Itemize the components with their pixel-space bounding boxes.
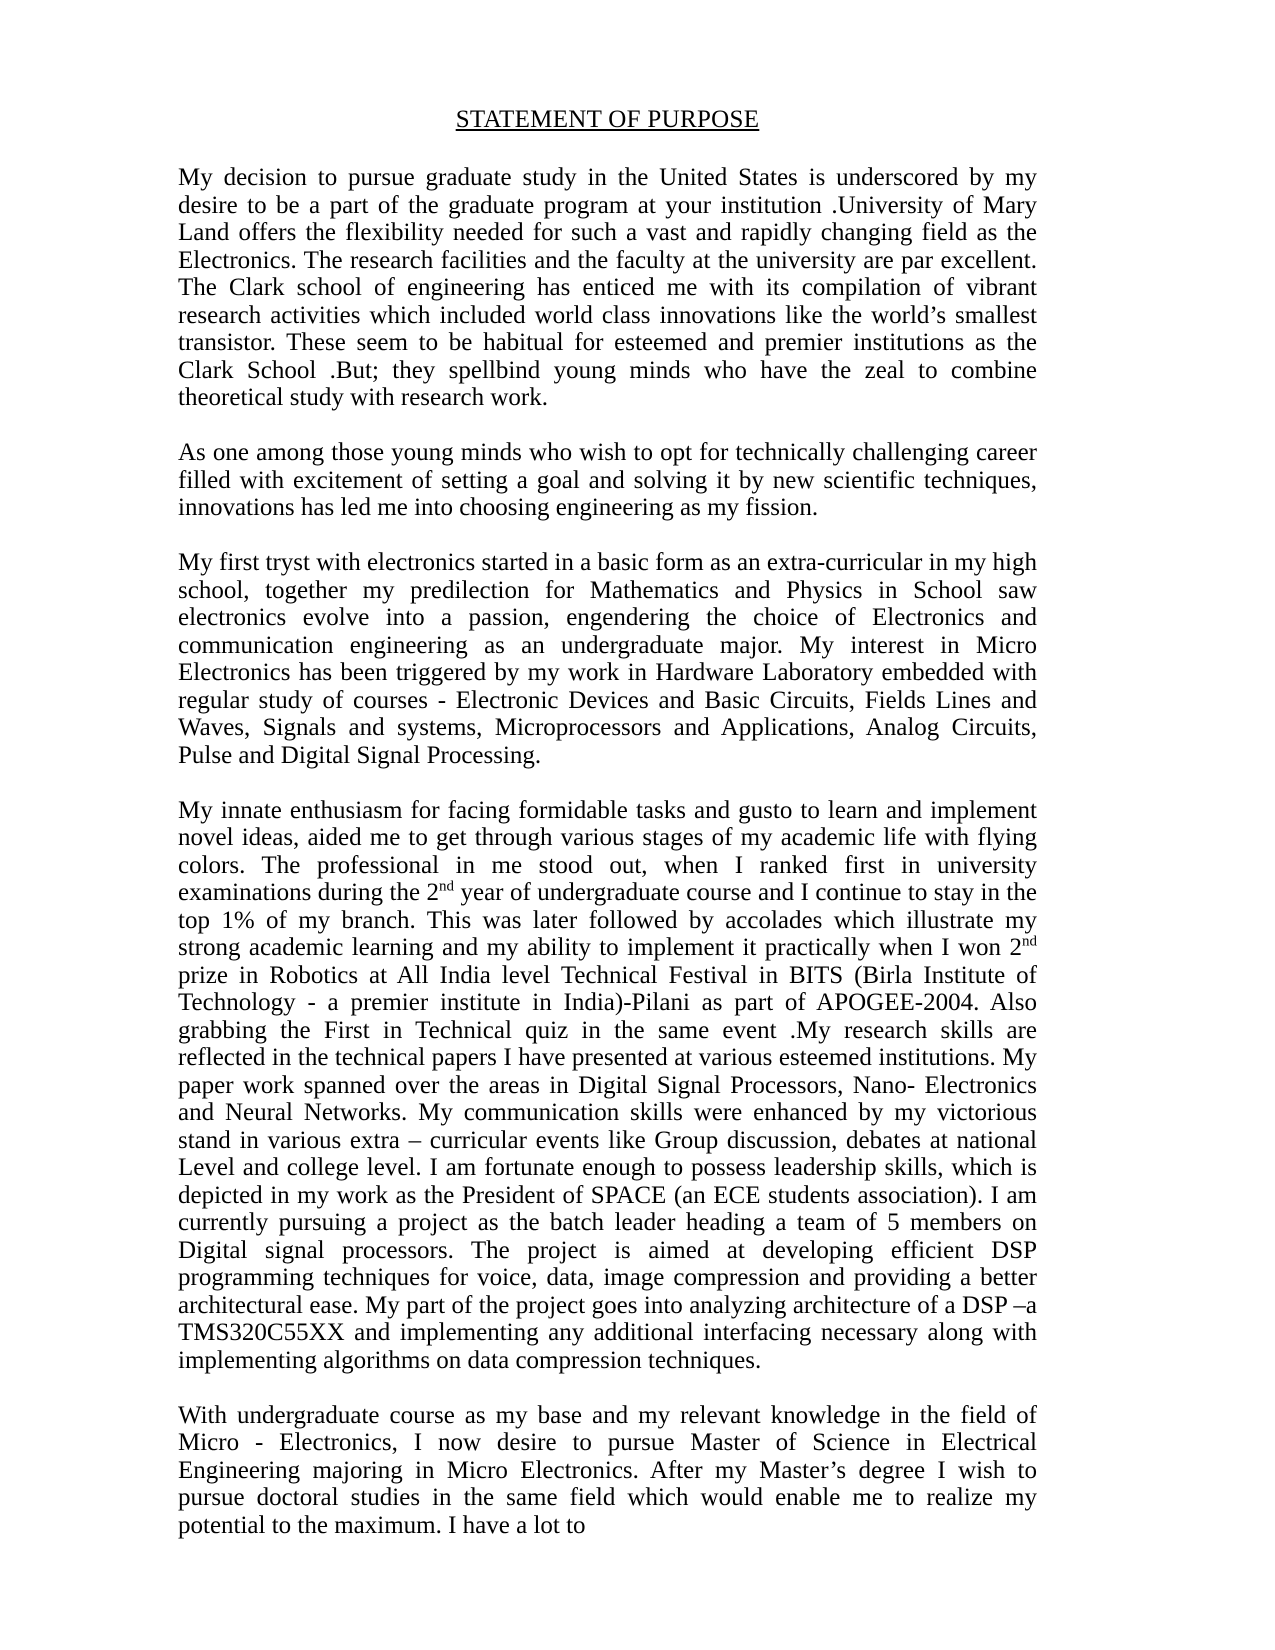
ordinal-superscript-1: nd xyxy=(439,878,455,895)
paragraph-career-choice: As one among those young minds who wish to opt for technically challenging career filled with excitement of setting a goal and solving it by new scientific techniques, innovations has led me into choosing engineering as my fission. xyxy=(178,439,1037,521)
paragraph-goals: With undergraduate course as my base and my relevant knowledge in the field of Micro - Electronics, I now desire to pursue Master of Science in Electrical Engineering majoring in Micro Electronics. After my Master’s degree I wish to pursue doctoral studies in the same field which would enable me to realize my potential to the maximum. I have a lot to xyxy=(178,1401,1037,1539)
paragraph-achievements-text-3: prize in Robotics at All India level Technical Festival in BITS (Birla Institute of Technology - a premier institute in India)-Pilani as part of APOGEE-2004. Also grabbing the First in Technical quiz in the same event .My research skills are reflected in the technical papers I have presented at various esteemed institutions. My paper work spanned over the areas in Digital Signal Processors, Nano- Electronics and Neural Networks. My communication skills were enhanced by my victorious stand in various extra – curricular events like Group discussion, debates at national Level and college level. I am fortunate enough to possess leadership skills, which is depicted in my work as the President of SPACE (an ECE students association). I am currently pursuing a project as the batch leader heading a team of 5 members on Digital signal processors. The project is aimed at developing efficient DSP programming techniques for voice, data, image compression and providing a better architectural ease. My part of the project goes into analyzing architecture of a DSP –a TMS320C55XX and implementing any additional interfacing necessary along with implementing algorithms on data compression techniques. xyxy=(178,961,1037,1374)
paragraph-achievements-text-1: My innate enthusiasm for facing formidable tasks and gusto to learn and implement novel ideas, aided me to get through various stages of my academic life with flying colors. The professional in me stood out, when I ranked first in university examinations during the 2 xyxy=(178,796,1037,906)
paragraph-first-tryst: My first tryst with electronics started in a basic form as an extra-curricular in my high school, together my predilection for Mathematics and Physics in School saw electronics evolve into a passion, engendering the choice of Electronics and communication engineering as an undergraduate major. My interest in Micro Electronics has been triggered by my work in Hardware Laboratory embedded with regular study of courses - Electronic Devices and Basic Circuits, Fields Lines and Waves, Signals and systems, Microprocessors and Applications, Analog Circuits, Pulse and Digital Signal Processing. xyxy=(178,549,1037,769)
paragraph-achievements-text-2: year of undergraduate course and I continue to stay in the top 1% of my branch. This was later followed by accolades which illustrate my strong academic learning and my ability to implement it practically when I won 2 xyxy=(178,879,1037,961)
paragraph-intro: My decision to pursue graduate study in the United States is underscored by my desire to be a part of the graduate program at your institution .University of Mary Land offers the flexibility needed for such a vast and rapidly changing field as the Electronics. The research facilities and the faculty at the university are par excellent. The Clark school of engineering has enticed me with its compilation of vibrant research activities which included world class innovations like the world’s smallest transistor. These seem to be habitual for esteemed and premier institutions as the Clark School .But; they spellbind young minds who have the zeal to combine theoretical study with research work. xyxy=(178,164,1037,411)
paragraph-achievements xyxy=(178,797,1037,1375)
document-title: STATEMENT OF PURPOSE xyxy=(455,106,760,133)
ordinal-superscript-2: nd xyxy=(1022,933,1037,950)
